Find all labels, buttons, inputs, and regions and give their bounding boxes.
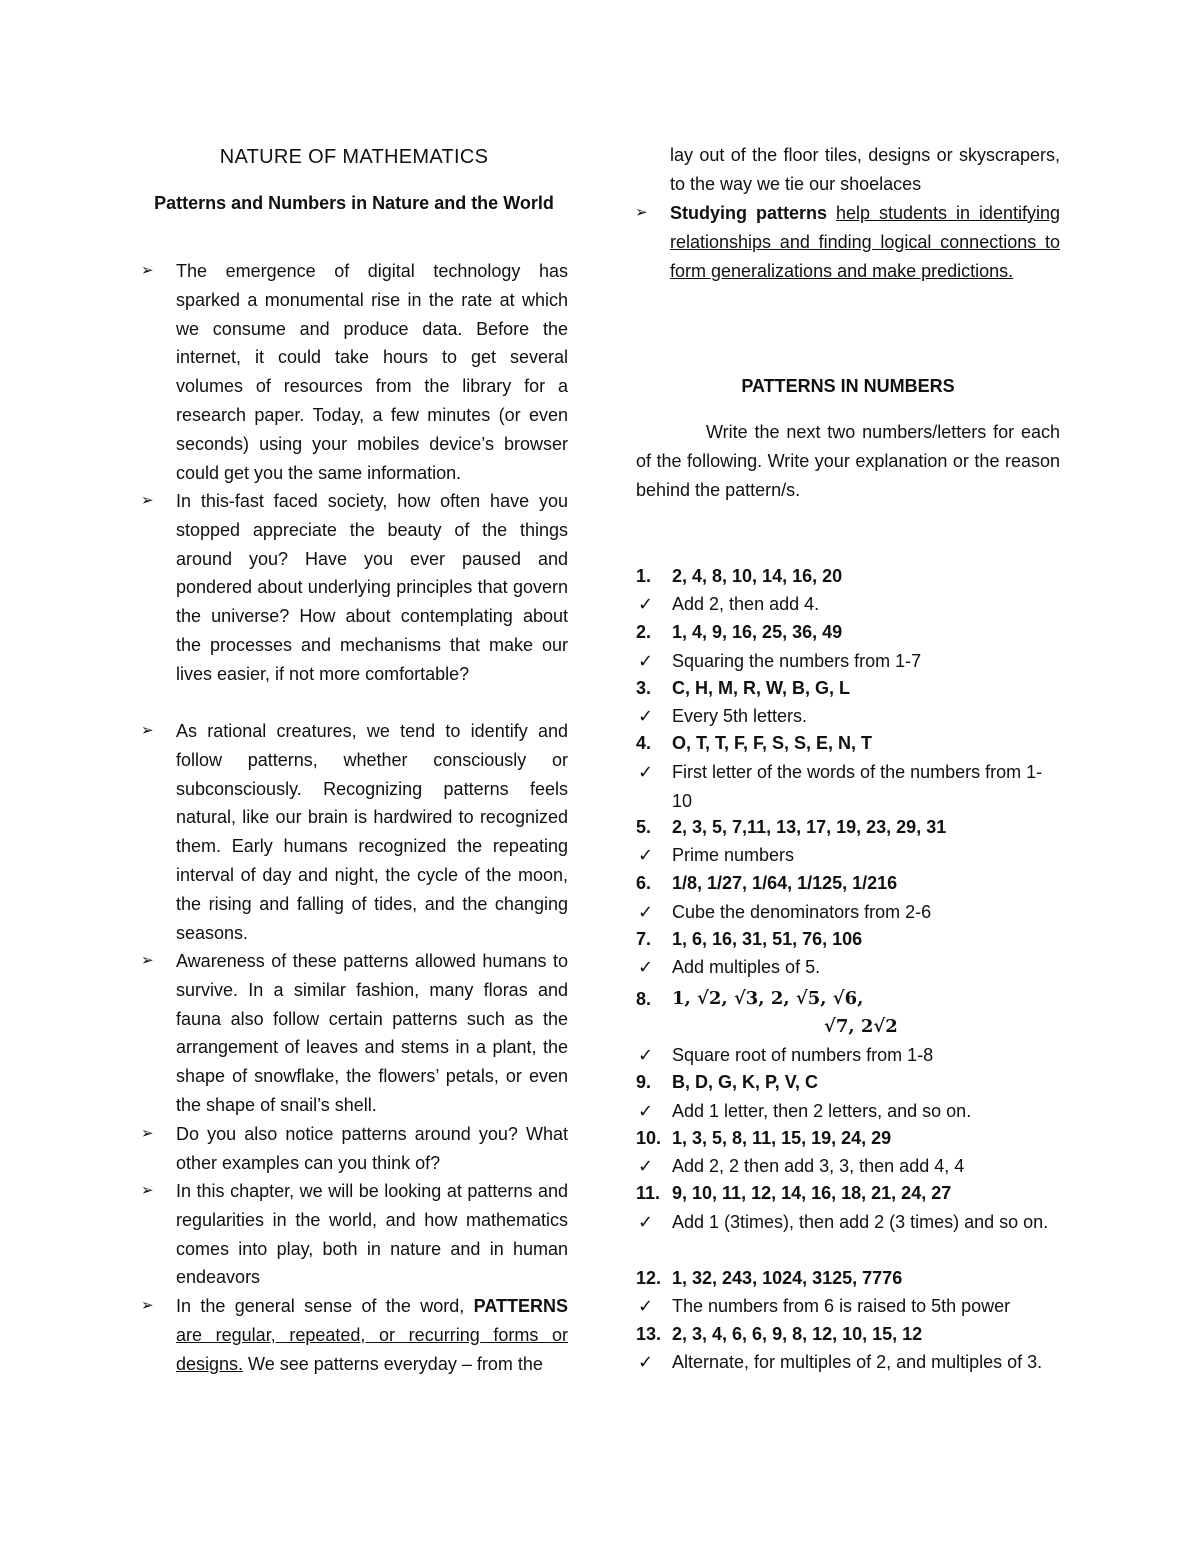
checkmark-icon: ✓ [638, 706, 654, 726]
arrowhead-bullet-icon: ➢ [141, 262, 154, 279]
item-sequence: 1, 32, 243, 1024, 3125, 7776 [672, 1268, 903, 1288]
bullet-digital-technology: ➢ The emergence of digital technology has sparked a monumental rise in the rate at which we consume and produce data. Before the internet, it could take hours to get several volumes of resources from the library for a research paper. Today, a few minutes (or even seconds) using your mobiles device’s browser could get you the same information. [176, 257, 568, 487]
checkmark-icon: ✓ [638, 1296, 654, 1316]
arrowhead-bullet-icon: ➢ [141, 722, 154, 739]
page-subtitle: Patterns and Numbers in Nature and the World [154, 193, 554, 213]
bullet-rational-creatures: ➢ As rational creatures, we tend to identify and follow patterns, whether consciously or subconsciously. Recognizing patterns feels natural, like our brain is hardwired to recognized them. Early humans recognized the repeating interval of day and night, the cycle of the moon, the rising and falling of tides, and the changing seasons. [176, 717, 568, 947]
item-sequence: 9, 10, 11, 12, 14, 16, 18, 21, 24, 27 [672, 1183, 952, 1203]
item-sequence: 1, 4, 9, 16, 25, 36, 49 [672, 622, 843, 642]
arrowhead-bullet-icon: ➢ [141, 492, 154, 509]
checkmark-icon: ✓ [638, 1045, 654, 1065]
checkmark-icon: ✓ [638, 1352, 654, 1372]
arrowhead-bullet-icon: ➢ [635, 204, 648, 221]
item-sequence: O, T, T, F, F, S, S, E, N, T [672, 733, 873, 753]
bullet-notice-patterns: ➢ Do you also notice patterns around you? What other examples can you think of? [176, 1120, 568, 1178]
page-title: NATURE OF MATHEMATICS [219, 146, 489, 168]
item-sequence: 1/8, 1/27, 1/64, 1/125, 1/216 [672, 873, 898, 893]
checkmark-icon: ✓ [638, 957, 654, 977]
item-sequence: 2, 3, 5, 7,11, 13, 17, 19, 23, 29, 31 [672, 817, 947, 837]
checkmark-icon: ✓ [638, 651, 654, 671]
section-title: PATTERNS IN NUMBERS [741, 376, 955, 396]
checkmark-icon: ✓ [638, 902, 654, 922]
bullet-fast-society: ➢ In this-fast faced society, how often have you stopped appreciate the beauty of the things around you? Have you ever paused and pondered about underlying principles that govern the universe? How about contemplating about the processes and mechanisms that make our lives easier, if not more comfortable? [176, 487, 568, 689]
checkmark-icon: ✓ [638, 1156, 654, 1176]
bullet-awareness: ➢ Awareness of these patterns allowed humans to survive. In a similar fashion, many floras and fauna also follow certain patterns such as the arrangement of leaves and stems in a plant, the shape of snowflake, the flowers’ petals, or even the shape of snail’s shell. [176, 947, 568, 1120]
bullet-this-chapter: ➢ In this chapter, we will be looking at patterns and regularities in the world, and how mathematics comes into play, both in nature and in human endeavors [176, 1177, 568, 1292]
arrowhead-bullet-icon: ➢ [141, 1182, 154, 1199]
checkmark-icon: ✓ [638, 594, 654, 614]
arrowhead-bullet-icon: ➢ [141, 952, 154, 969]
checkmark-icon: ✓ [638, 762, 654, 782]
arrowhead-bullet-icon: ➢ [141, 1297, 154, 1314]
patterns-continuation: lay out of the floor tiles, designs or skyscrapers, to the way we tie our shoelaces [670, 145, 1060, 194]
instructions: Write the next two numbers/letters for each of the following. Write your explanation or the reason behind the pattern/s. [636, 422, 1060, 500]
item-sequence: 1, 6, 16, 31, 51, 76, 106 [672, 929, 863, 949]
checkmark-icon: ✓ [638, 1212, 654, 1232]
item-sequence: 2, 3, 4, 6, 6, 9, 8, 12, 10, 15, 12 [672, 1324, 923, 1344]
checkmark-icon: ✓ [638, 1101, 654, 1121]
item-sequence: B, D, G, K, P, V, C [672, 1072, 819, 1092]
item-8: 8. 1, √2, √3, 2, √5, √6, √7, 2√2 [636, 985, 1060, 1045]
item-sequence-continued: √7, 2√2 [824, 1016, 898, 1037]
bullet-studying-patterns: ➢ Studying patterns help students in identifying relationships and finding logical connections to form generalizations and make predictions. [670, 199, 1060, 285]
item-sequence: 2, 4, 8, 10, 14, 16, 20 [672, 566, 843, 586]
arrowhead-bullet-icon: ➢ [141, 1125, 154, 1142]
item-sequence: C, H, M, R, W, B, G, L [672, 678, 850, 698]
bullet-patterns-definition: ➢ In the general sense of the word, PATTERNS are regular, repeated, or recurring forms or designs. We see patterns everyday – from the [176, 1292, 568, 1378]
checkmark-icon: ✓ [638, 845, 654, 865]
item-sequence: 1, √2, √3, 2, √5, √6, [672, 988, 864, 1009]
item-sequence: 1, 3, 5, 8, 11, 15, 19, 24, 29 [672, 1128, 892, 1148]
